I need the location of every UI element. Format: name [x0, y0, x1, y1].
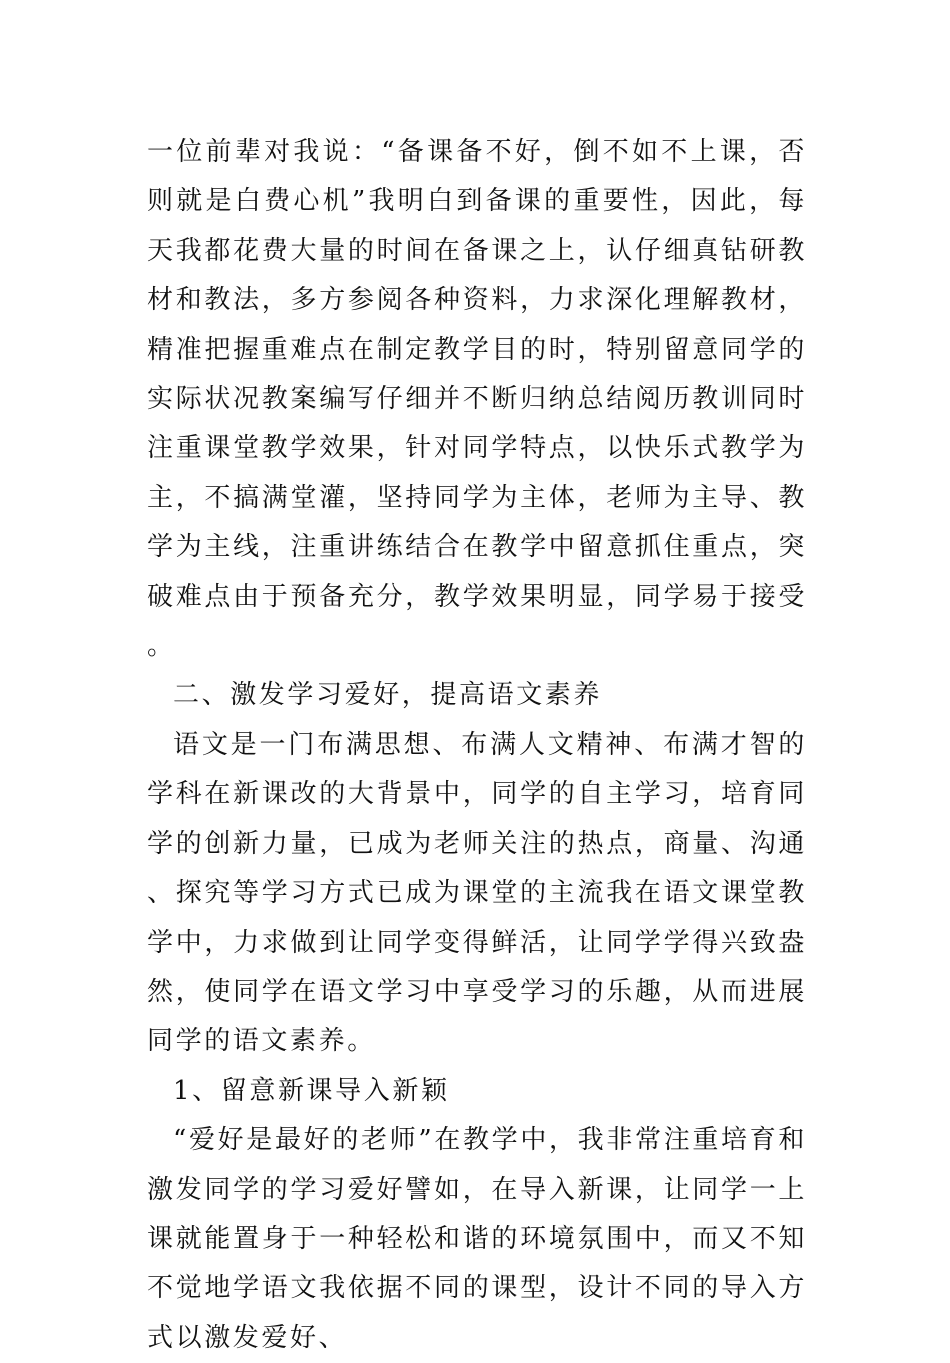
subsection-heading-1: 1、留意新课导入新颖	[173, 1075, 450, 1106]
body-paragraph-2: 语文是一门布满思想、布满人文精神、布满才智的学科在新课改的大背景中，同学的自主学习，培育同学的创新力量，已成为老师关注的热点，商量、沟通、探究等学习方式已成为课堂的主流我在语文课堂教学中，力求做到让同学变得鲜活，让同学学得兴致盎然，使同学在语文学习中享受学习的乐趣，从而进展同学的语文素养。	[147, 729, 807, 1057]
body-paragraph-1: 一位前辈对我说：“备课备不好，倒不如不上课，否则就是白费心机”我明白到备课的重要性，因此，每天我都花费大量的时间在备课之上，认仔细真钻研教材和教法，多方参阅各种资料，力求深化理解教材，精准把握重难点在制定教学目的时，特别留意同学的实际状况教案编写仔细并不断归纳总结阅历教训同时注重课堂教学效果，针对同学特点，以快乐式教学为主，不搞满堂灌，坚持同学为主体，老师为主导、教学为主线，注重讲练结合在教学中留意抓住重点，突破难点由于预备充分，教学效果明显，同学易于接受。	[147, 137, 807, 662]
section-heading-2: 二、激发学习爱好，提高语文素养	[173, 680, 603, 711]
document-page	[147, 128, 807, 1363]
body-paragraph-3: “爱好是最好的老师”在教学中，我非常注重培育和激发同学的学习爱好譬如，在导入新课，让同学一上课就能置身于一种轻松和谐的环境氛围中，而又不知不觉地学语文我依据不同的课型，设计不同的导入方式以激发爱好、	[147, 1125, 807, 1353]
